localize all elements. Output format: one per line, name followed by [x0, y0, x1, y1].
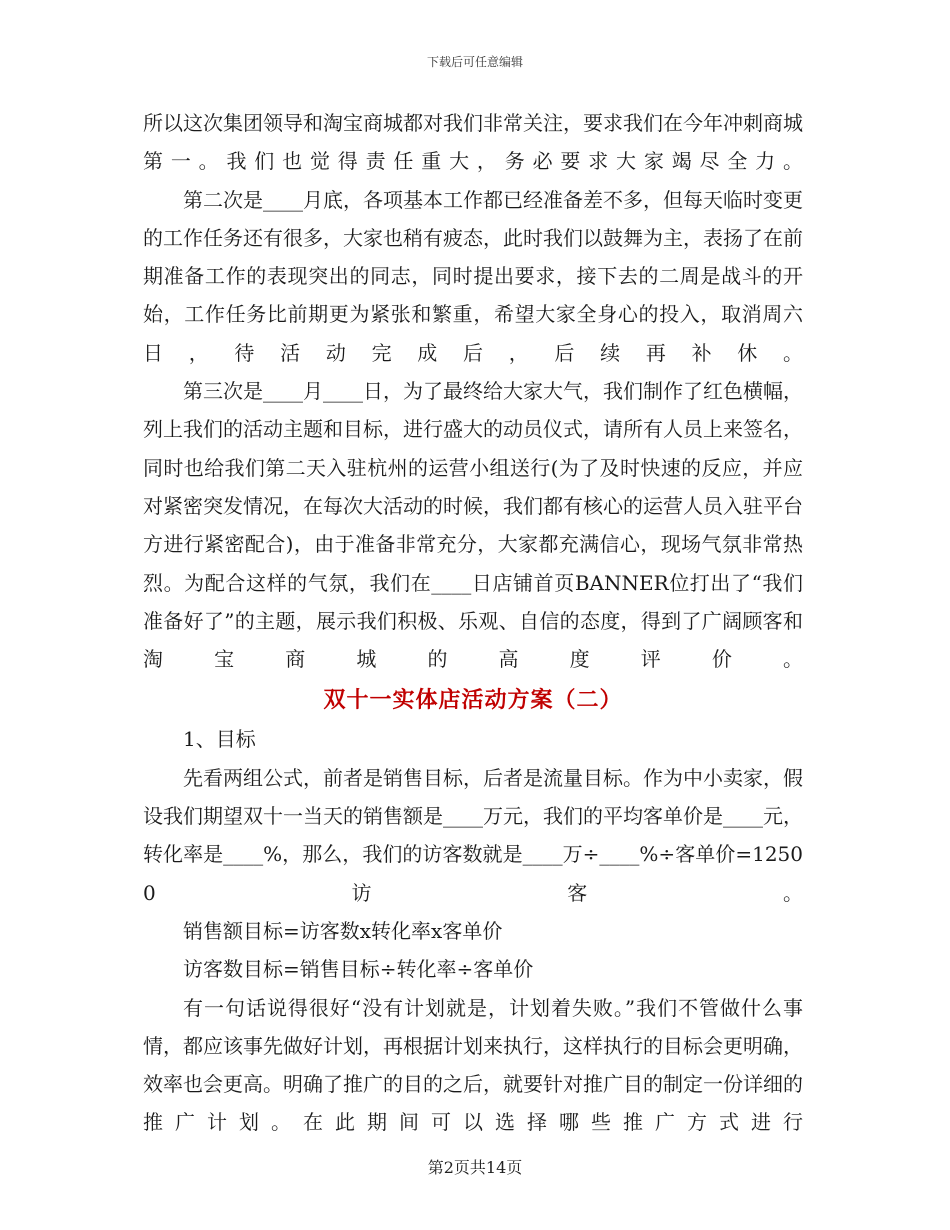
- paragraph-formulas-intro: 先看两组公式，前者是销售目标，后者是流量目标。作为中小卖家，假设我们期望双十一当天的销售额是____万元，我们的平均客单价是____元，转化率是____%，那么，我们的访客数就是____万÷____%÷客单价=12500访客。: [143, 765, 803, 905]
- page-header-note: 下载后可任意编辑: [426, 55, 523, 69]
- formula-sales-target: 销售额目标=访客数x转化率x客单价: [183, 918, 503, 943]
- paragraph-continuation: 所以这次集团领导和淘宝商城都对我们非常关注，要求我们在今年冲刺商城第一。我们也觉得责任重大，务必要求大家竭尽全力。: [143, 111, 803, 174]
- paragraph-second-meeting: 第二次是____月底，各项基本工作都已经准备差不多，但每天临时变更的工作任务还有很多，大家也稍有疲态，此时我们以鼓舞为主，表扬了在前期准备工作的表现突出的同志，同时提出要求，接下去的二周是战斗的开始，工作任务比前期更为紧张和繁重，希望大家全身心的投入，取消周六日，待活动完成后，后续再补休。: [143, 187, 803, 365]
- paragraph-third-meeting: 第三次是____月____日，为了最终给大家大气，我们制作了红色横幅，列上我们的活动主题和目标，进行盛大的动员仪式，请所有人员上来签名，同时也给我们第二天入驻杭州的运营小组送行(为了及时快速的反应，并应对紧密突发情况，在每次大活动的时候，我们都有核心的运营人员入驻平台方进行紧密配合)，由于准备非常充分，大家都充满信心，现场气氛非常热烈。为配合这样的气氛，我们在____日店铺首页BANNER位打出了“我们准备好了”的主题，展示我们积极、乐观、自信的态度，得到了广阔顾客和淘宝商城的高度评价。: [143, 379, 803, 672]
- page-number: 第2页共14页: [427, 1158, 523, 1177]
- formula-visitor-target: 访客数目标=销售目标÷转化率÷客单价: [183, 957, 534, 982]
- subsection-heading-goal: 1、目标: [183, 727, 256, 752]
- paragraph-planning: 有一句话说得很好“没有计划就是，计划着失败。”我们不管做什么事情，都应该事先做好计划，再根据计划来执行，这样执行的目标会更明确，效率也会更高。明确了推广的目的之后，就要针对推广目的制定一份详细的推广计划。在此期间可以选择哪些推广方式进行: [143, 995, 803, 1135]
- section-title: 双十一实体店活动方案（二）: [323, 687, 623, 714]
- document-body: [143, 104, 803, 1142]
